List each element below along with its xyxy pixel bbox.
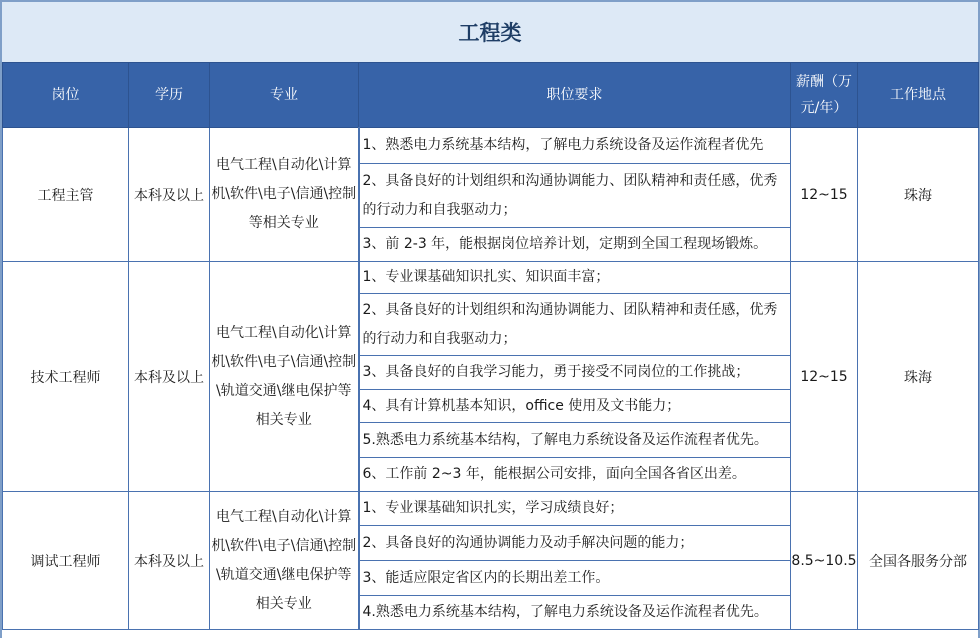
header-requirements: 职位要求 [359, 63, 791, 128]
requirement-item: 2、具备良好的计划组织和沟通协调能力、团队精神和责任感，优秀的行动力和自我驱动力； [359, 164, 791, 228]
requirement-item: 3、能适应限定省区内的长期出差工作。 [359, 561, 791, 596]
table-title: 工程类 [2, 0, 978, 62]
requirement-item: 1、专业课基础知识扎实，学习成绩良好； [359, 492, 791, 526]
education-cell: 本科及以上 [129, 262, 210, 492]
requirement-item: 5.熟悉电力系统基本结构，了解电力系统设备及运作流程者优先。 [359, 423, 791, 458]
education-cell: 本科及以上 [129, 128, 210, 262]
major-cell: 电气工程\自动化\计算机\软件\电子\信通\控制\轨道交通\继电保护等相关专业 [210, 492, 359, 630]
job-table [2, 62, 979, 630]
requirement-item: 3、具备良好的自我学习能力，勇于接受不同岗位的工作挑战； [359, 356, 791, 390]
requirement-item: 1、熟悉电力系统基本结构，了解电力系统设备及运作流程者优先 [359, 128, 791, 164]
salary-cell: 12~15 [791, 262, 858, 492]
requirement-item: 6、工作前 2~3 年，能根据公司安排，面向全国各省区出差。 [359, 458, 791, 492]
header-major: 专业 [210, 63, 359, 128]
header-education: 学历 [129, 63, 210, 128]
education-cell: 本科及以上 [129, 492, 210, 630]
table-row [3, 262, 979, 294]
table-row [3, 128, 979, 164]
header-row [3, 63, 979, 128]
requirement-item: 4.熟悉电力系统基本结构，了解电力系统设备及运作流程者优先。 [359, 596, 791, 630]
requirement-item: 3、前 2-3 年，能根据岗位培养计划，定期到全国工程现场锻炼。 [359, 228, 791, 262]
location-cell: 全国各服务分部 [858, 492, 979, 630]
header-position: 岗位 [3, 63, 129, 128]
salary-cell: 8.5~10.5 [791, 492, 858, 630]
position-cell: 工程主管 [3, 128, 129, 262]
requirement-item: 2、具备良好的计划组织和沟通协调能力、团队精神和责任感，优秀的行动力和自我驱动力； [359, 294, 791, 356]
major-cell: 电气工程\自动化\计算机\软件\电子\信通\控制等相关专业 [210, 128, 359, 262]
requirement-item: 1、专业课基础知识扎实、知识面丰富； [359, 262, 791, 294]
location-cell: 珠海 [858, 128, 979, 262]
table-row [3, 492, 979, 526]
header-salary: 薪酬（万元/年） [791, 63, 858, 128]
header-location: 工作地点 [858, 63, 979, 128]
position-cell: 技术工程师 [3, 262, 129, 492]
major-cell: 电气工程\自动化\计算机\软件\电子\信通\控制\轨道交通\继电保护等相关专业 [210, 262, 359, 492]
position-cell: 调试工程师 [3, 492, 129, 630]
salary-cell: 12~15 [791, 128, 858, 262]
requirement-item: 4、具有计算机基本知识，office 使用及文书能力； [359, 390, 791, 423]
location-cell: 珠海 [858, 262, 979, 492]
requirement-item: 2、具备良好的沟通协调能力及动手解决问题的能力； [359, 526, 791, 561]
